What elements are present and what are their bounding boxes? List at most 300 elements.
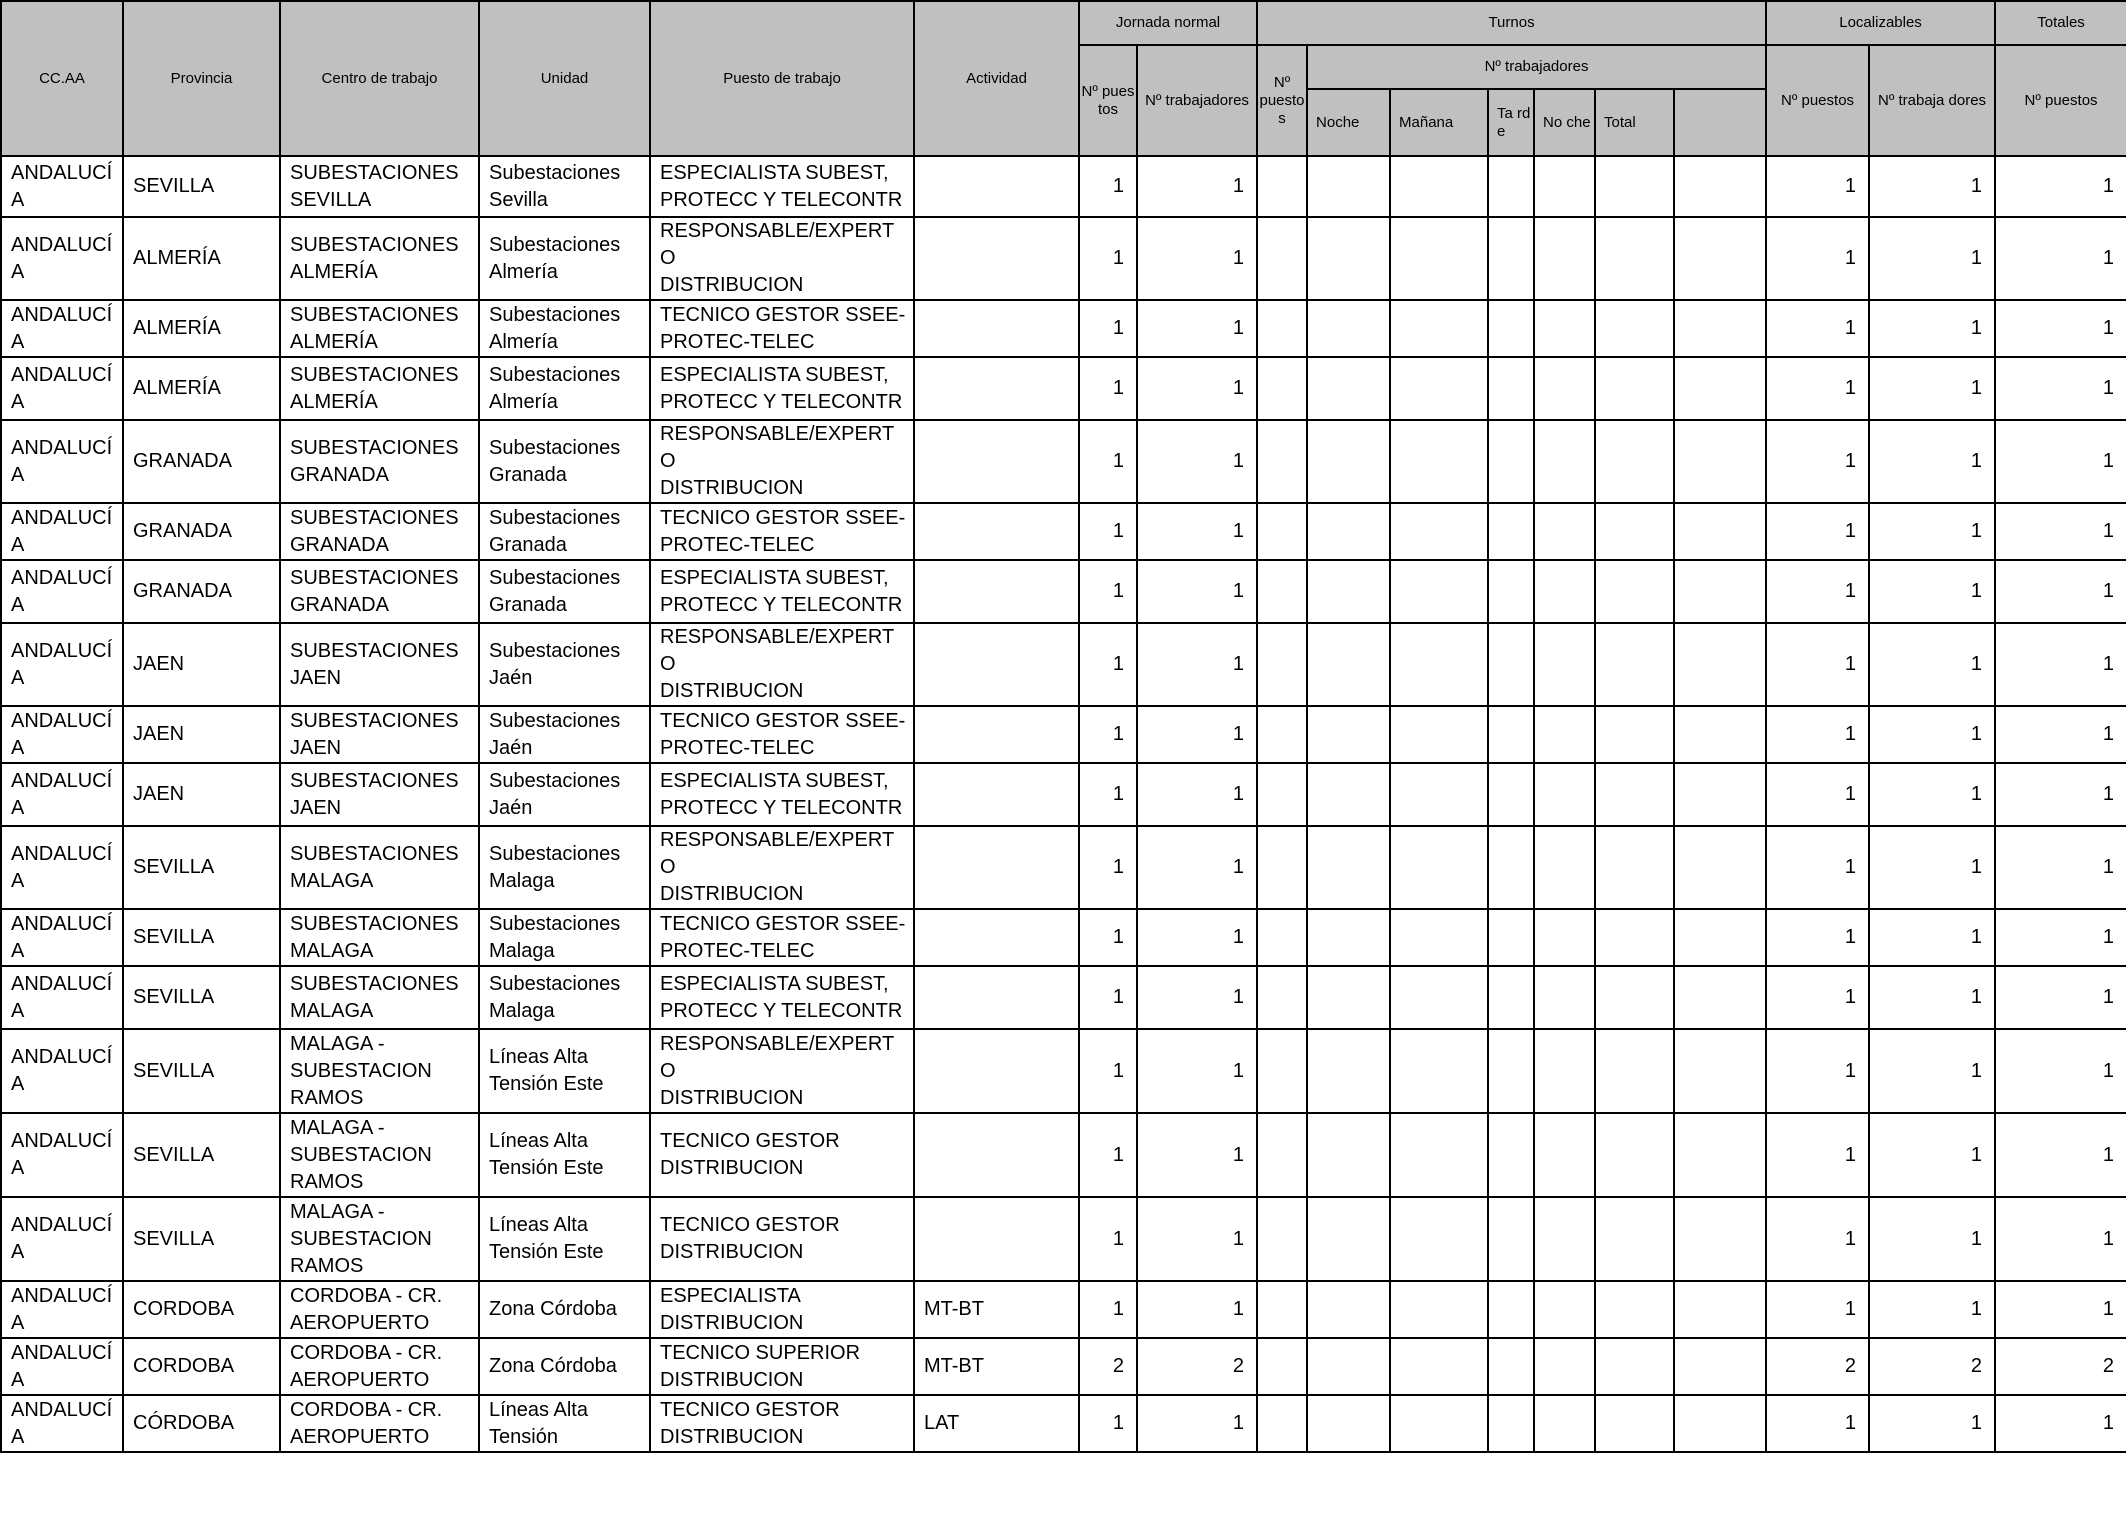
cell-jn-trabajadores: 1 (1137, 156, 1257, 217)
cell-puesto-line: TECNICO GESTOR SSEE- (660, 506, 906, 529)
cell-tot-puestos: 1 (1995, 1281, 2126, 1338)
cell-puesto-line: RESPONSABLE/EXPERTO (660, 423, 895, 472)
cell-centro-line: MALAGA (290, 869, 374, 892)
cell-ccaa-line: A (11, 939, 25, 962)
cell-unidad-line: Jaén (489, 796, 533, 819)
cell-turnos-puestos (1257, 1338, 1307, 1395)
cell-tot-puestos: 1 (1995, 763, 2126, 826)
cell-centro-line: SUBESTACIONES (290, 912, 459, 935)
cell-tot-puestos: 1 (1995, 420, 2126, 503)
cell-loc-trabajadores: 1 (1869, 623, 1995, 706)
cell-manana (1390, 1395, 1488, 1452)
cell-turnos-extra (1674, 966, 1766, 1029)
cell-loc-trabajadores: 2 (1869, 1338, 1995, 1395)
cell-loc-puestos: 1 (1766, 357, 1869, 420)
table-row (1, 503, 2126, 560)
cell-tot-puestos: 1 (1995, 1395, 2126, 1452)
cell-manana (1390, 300, 1488, 357)
cell-centro (280, 706, 479, 763)
cell-centro (280, 966, 479, 1029)
cell-centro (280, 503, 479, 560)
cell-puesto-line: TECNICO SUPERIOR (660, 1341, 861, 1364)
cell-unidad-line: Almería (489, 260, 558, 283)
cell-ccaa (1, 357, 123, 420)
cell-jn-puestos: 2 (1079, 1338, 1137, 1395)
cell-turnos-extra (1674, 1395, 1766, 1452)
cell-actividad (914, 300, 1079, 357)
cell-ccaa (1, 1338, 123, 1395)
table-row (1, 706, 2126, 763)
cell-unidad-line: Malaga (489, 869, 555, 892)
cell-unidad (479, 623, 650, 706)
cell-total (1595, 156, 1674, 217)
cell-puesto-line: PROTECC Y TELECONTR (660, 593, 903, 616)
header-provincia: Provincia (123, 1, 280, 156)
table-body (1, 156, 2126, 1452)
cell-jn-trabajadores: 1 (1137, 300, 1257, 357)
cell-ccaa-line: A (11, 1425, 25, 1448)
cell-unidad-line: Sevilla (489, 188, 548, 211)
cell-turnos-puestos (1257, 1281, 1307, 1338)
cell-centro-line: MALAGA - (290, 1200, 385, 1223)
cell-tarde (1488, 706, 1534, 763)
header-turnos-spacer (1674, 89, 1766, 156)
cell-turnos-puestos (1257, 623, 1307, 706)
cell-puesto-line: DISTRIBUCION (660, 1241, 804, 1263)
cell-ccaa-line: ANDALUCÍ (11, 912, 113, 935)
cell-manana (1390, 1281, 1488, 1338)
cell-ccaa (1, 1113, 123, 1197)
cell-unidad-line: Líneas Alta (489, 1398, 588, 1421)
cell-ccaa (1, 909, 123, 966)
cell-total (1595, 300, 1674, 357)
cell-provincia: GRANADA (123, 560, 280, 623)
cell-ccaa (1, 706, 123, 763)
cell-unidad-line: Subestaciones (489, 303, 621, 326)
cell-actividad (914, 503, 1079, 560)
cell-puesto-line: TECNICO GESTOR (660, 1130, 840, 1152)
cell-ccaa-line: A (11, 260, 25, 283)
cell-unidad-line: Zona Córdoba (489, 1298, 617, 1320)
cell-jn-puestos: 1 (1079, 1029, 1137, 1113)
cell-loc-puestos: 1 (1766, 420, 1869, 503)
cell-jn-puestos: 1 (1079, 300, 1137, 357)
header-noche-2: No che (1534, 89, 1595, 156)
cell-provincia: JAEN (123, 623, 280, 706)
cell-jn-puestos: 1 (1079, 623, 1137, 706)
cell-tot-puestos: 1 (1995, 300, 2126, 357)
cell-unidad (479, 966, 650, 1029)
table-row (1, 217, 2126, 300)
cell-jn-trabajadores: 1 (1137, 560, 1257, 623)
cell-jn-trabajadores: 1 (1137, 1197, 1257, 1281)
cell-turnos-extra (1674, 706, 1766, 763)
cell-jn-puestos: 1 (1079, 217, 1137, 300)
cell-noche-2 (1534, 1113, 1595, 1197)
cell-actividad (914, 763, 1079, 826)
cell-actividad (914, 420, 1079, 503)
header-ccaa: CC.AA (1, 1, 123, 156)
cell-loc-puestos: 1 (1766, 217, 1869, 300)
cell-provincia: JAEN (123, 763, 280, 826)
cell-loc-trabajadores: 1 (1869, 300, 1995, 357)
table-row (1, 966, 2126, 1029)
cell-manana (1390, 706, 1488, 763)
cell-noche (1307, 623, 1390, 706)
cell-noche-2 (1534, 1197, 1595, 1281)
cell-puesto-line: TECNICO GESTOR SSEE- (660, 912, 906, 935)
cell-unidad-line: Subestaciones (489, 972, 621, 995)
cell-puesto (650, 826, 914, 909)
cell-jn-trabajadores: 1 (1137, 1029, 1257, 1113)
cell-puesto-line: RESPONSABLE/EXPERTO (660, 829, 895, 878)
cell-ccaa-line: ANDALUCÍ (11, 436, 113, 459)
cell-noche (1307, 1113, 1390, 1197)
cell-turnos-puestos (1257, 560, 1307, 623)
cell-unidad-line: Malaga (489, 999, 555, 1022)
cell-ccaa-line: ANDALUCÍ (11, 842, 113, 865)
cell-noche-2 (1534, 1029, 1595, 1113)
cell-tarde (1488, 763, 1534, 826)
cell-turnos-extra (1674, 357, 1766, 420)
cell-centro-line: GRANADA (290, 593, 389, 616)
cell-centro-line: SUBESTACIONES (290, 972, 459, 995)
cell-noche-2 (1534, 909, 1595, 966)
cell-noche (1307, 217, 1390, 300)
cell-manana (1390, 420, 1488, 503)
cell-turnos-extra (1674, 300, 1766, 357)
cell-actividad: MT-BT (914, 1338, 1079, 1395)
cell-provincia: SEVILLA (123, 156, 280, 217)
cell-unidad (479, 503, 650, 560)
cell-noche-2 (1534, 420, 1595, 503)
cell-tot-puestos: 1 (1995, 503, 2126, 560)
cell-ccaa (1, 217, 123, 300)
cell-puesto (650, 1113, 914, 1197)
cell-actividad (914, 1197, 1079, 1281)
cell-jn-puestos: 1 (1079, 826, 1137, 909)
cell-noche-2 (1534, 1395, 1595, 1452)
cell-centro-line: SUBESTACIONES (290, 303, 459, 326)
cell-tarde (1488, 420, 1534, 503)
cell-turnos-puestos (1257, 1029, 1307, 1113)
cell-noche (1307, 560, 1390, 623)
cell-turnos-extra (1674, 1338, 1766, 1395)
cell-jn-trabajadores: 1 (1137, 1281, 1257, 1338)
cell-noche (1307, 966, 1390, 1029)
cell-centro-line: SUBESTACIONES (290, 161, 459, 184)
cell-total (1595, 763, 1674, 826)
cell-provincia: ALMERÍA (123, 357, 280, 420)
cell-loc-puestos: 1 (1766, 909, 1869, 966)
cell-centro (280, 420, 479, 503)
cell-actividad (914, 1113, 1079, 1197)
cell-actividad (914, 623, 1079, 706)
cell-jn-trabajadores: 1 (1137, 909, 1257, 966)
cell-puesto (650, 706, 914, 763)
cell-jn-puestos: 1 (1079, 156, 1137, 217)
cell-puesto (650, 560, 914, 623)
cell-puesto-line: RESPONSABLE/EXPERTO (660, 626, 895, 675)
cell-turnos-puestos (1257, 217, 1307, 300)
cell-noche-2 (1534, 966, 1595, 1029)
cell-unidad-line: Subestaciones (489, 912, 621, 935)
cell-centro-line: RAMOS (290, 1254, 364, 1277)
cell-ccaa-line: A (11, 1241, 25, 1263)
cell-unidad-line: Subestaciones (489, 566, 621, 589)
cell-puesto-line: DISTRIBUCION (660, 883, 804, 905)
cell-ccaa-line: A (11, 1311, 25, 1334)
cell-unidad-line: Subestaciones (489, 639, 621, 662)
cell-loc-puestos: 1 (1766, 1281, 1869, 1338)
table-row (1, 763, 2126, 826)
cell-actividad (914, 966, 1079, 1029)
cell-provincia: ALMERÍA (123, 300, 280, 357)
cell-unidad (479, 1197, 650, 1281)
cell-provincia: SEVILLA (123, 1029, 280, 1113)
cell-tot-puestos: 1 (1995, 217, 2126, 300)
cell-puesto-line: DISTRIBUCION (660, 274, 804, 296)
cell-turnos-puestos (1257, 420, 1307, 503)
cell-ccaa (1, 623, 123, 706)
cell-manana (1390, 357, 1488, 420)
cell-manana (1390, 966, 1488, 1029)
cell-ccaa (1, 420, 123, 503)
header-jn-trabajadores: Nº trabajadores (1137, 45, 1257, 156)
cell-centro (280, 909, 479, 966)
cell-centro-line: GRANADA (290, 533, 389, 556)
cell-puesto (650, 156, 914, 217)
cell-tarde (1488, 1281, 1534, 1338)
cell-unidad-line: Líneas Alta (489, 1214, 588, 1236)
cell-jn-trabajadores: 1 (1137, 357, 1257, 420)
cell-unidad-line: Subestaciones (489, 506, 621, 529)
cell-centro (280, 826, 479, 909)
cell-unidad-line: Subestaciones (489, 363, 621, 386)
cell-puesto (650, 300, 914, 357)
cell-unidad (479, 420, 650, 503)
cell-loc-trabajadores: 1 (1869, 909, 1995, 966)
cell-unidad-line: Zona Córdoba (489, 1355, 617, 1377)
cell-provincia: GRANADA (123, 420, 280, 503)
cell-turnos-extra (1674, 420, 1766, 503)
cell-puesto-line: DISTRIBUCION (660, 477, 804, 499)
cell-puesto (650, 909, 914, 966)
table-row (1, 1281, 2126, 1338)
cell-loc-trabajadores: 1 (1869, 706, 1995, 763)
cell-jn-puestos: 1 (1079, 357, 1137, 420)
cell-noche-2 (1534, 217, 1595, 300)
cell-tot-puestos: 1 (1995, 623, 2126, 706)
cell-unidad-line: Granada (489, 593, 567, 616)
cell-puesto-line: PROTEC-TELEC (660, 533, 815, 556)
cell-puesto-line: ESPECIALISTA SUBEST, (660, 363, 889, 386)
cell-centro (280, 623, 479, 706)
header-loc-puestos: Nº puestos (1766, 45, 1869, 156)
cell-unidad-line: Subestaciones (489, 161, 621, 184)
cell-jn-trabajadores: 1 (1137, 1113, 1257, 1197)
cell-jn-trabajadores: 1 (1137, 503, 1257, 560)
cell-ccaa-line: ANDALUCÍ (11, 1341, 113, 1364)
header-turnos: Turnos (1257, 1, 1766, 45)
cell-turnos-extra (1674, 1113, 1766, 1197)
cell-unidad-line: Jaén (489, 736, 533, 759)
cell-tarde (1488, 623, 1534, 706)
table-row (1, 826, 2126, 909)
cell-centro-line: ALMERÍA (290, 390, 378, 413)
cell-unidad-line: Granada (489, 533, 567, 556)
cell-noche (1307, 1395, 1390, 1452)
cell-jn-puestos: 1 (1079, 763, 1137, 826)
table-row (1, 1197, 2126, 1281)
cell-ccaa-line: ANDALUCÍ (11, 639, 113, 662)
cell-puesto-line: DISTRIBUCION (660, 1311, 804, 1334)
cell-noche-2 (1534, 826, 1595, 909)
cell-loc-puestos: 1 (1766, 763, 1869, 826)
cell-puesto-line: ESPECIALISTA SUBEST, (660, 972, 889, 995)
cell-manana (1390, 763, 1488, 826)
cell-turnos-extra (1674, 1197, 1766, 1281)
cell-tot-puestos: 1 (1995, 1113, 2126, 1197)
cell-unidad-line: Tensión Este (489, 1241, 604, 1263)
cell-manana (1390, 1029, 1488, 1113)
cell-jn-puestos: 1 (1079, 420, 1137, 503)
cell-puesto-line: RESPONSABLE/EXPERTO (660, 220, 895, 269)
cell-total (1595, 1113, 1674, 1197)
header-manana: Mañana (1390, 89, 1488, 156)
cell-ccaa (1, 966, 123, 1029)
cell-turnos-puestos (1257, 1113, 1307, 1197)
cell-centro (280, 217, 479, 300)
header-tarde: Ta rd e (1488, 89, 1534, 156)
cell-loc-trabajadores: 1 (1869, 217, 1995, 300)
cell-total (1595, 1395, 1674, 1452)
cell-loc-trabajadores: 1 (1869, 420, 1995, 503)
cell-loc-trabajadores: 1 (1869, 1113, 1995, 1197)
cell-centro-line: JAEN (290, 666, 342, 689)
cell-centro (280, 763, 479, 826)
cell-puesto-line: PROTECC Y TELECONTR (660, 390, 903, 413)
cell-tot-puestos: 1 (1995, 1029, 2126, 1113)
cell-noche-2 (1534, 156, 1595, 217)
cell-total (1595, 420, 1674, 503)
cell-unidad-line: Tensión (489, 1425, 558, 1448)
cell-jn-trabajadores: 1 (1137, 706, 1257, 763)
cell-total (1595, 1281, 1674, 1338)
cell-provincia: SEVILLA (123, 966, 280, 1029)
cell-jn-trabajadores: 1 (1137, 217, 1257, 300)
cell-centro-line: SUBESTACIONES (290, 506, 459, 529)
cell-unidad (479, 156, 650, 217)
cell-noche (1307, 503, 1390, 560)
cell-actividad (914, 156, 1079, 217)
header-jn-puestos: Nº pues tos (1079, 45, 1137, 156)
cell-centro-line: CORDOBA - CR. (290, 1284, 443, 1307)
header-puesto: Puesto de trabajo (650, 1, 914, 156)
cell-ccaa-line: ANDALUCÍ (11, 363, 113, 386)
cell-manana (1390, 1197, 1488, 1281)
cell-jn-puestos: 1 (1079, 1113, 1137, 1197)
cell-tarde (1488, 1113, 1534, 1197)
cell-provincia: GRANADA (123, 503, 280, 560)
cell-noche (1307, 300, 1390, 357)
cell-centro (280, 1338, 479, 1395)
cell-loc-trabajadores: 1 (1869, 357, 1995, 420)
cell-puesto-line: ESPECIALISTA SUBEST, (660, 769, 889, 792)
cell-puesto (650, 966, 914, 1029)
table-row (1, 1338, 2126, 1395)
cell-tarde (1488, 156, 1534, 217)
cell-loc-puestos: 1 (1766, 1113, 1869, 1197)
cell-tarde (1488, 217, 1534, 300)
cell-total (1595, 706, 1674, 763)
cell-centro (280, 560, 479, 623)
cell-puesto (650, 1395, 914, 1452)
cell-centro-line: SUBESTACION (290, 1227, 432, 1250)
cell-loc-puestos: 1 (1766, 826, 1869, 909)
cell-unidad (479, 300, 650, 357)
cell-manana (1390, 623, 1488, 706)
cell-loc-puestos: 1 (1766, 156, 1869, 217)
cell-turnos-puestos (1257, 763, 1307, 826)
cell-puesto-line: DISTRIBUCION (660, 1157, 804, 1179)
cell-manana (1390, 503, 1488, 560)
cell-puesto (650, 217, 914, 300)
cell-noche (1307, 909, 1390, 966)
cell-tarde (1488, 300, 1534, 357)
header-totales: Totales (1995, 1, 2126, 45)
cell-ccaa-line: A (11, 593, 25, 616)
cell-actividad (914, 1029, 1079, 1113)
cell-puesto-line: ESPECIALISTA SUBEST, (660, 566, 889, 589)
cell-noche (1307, 1197, 1390, 1281)
cell-provincia: ALMERÍA (123, 217, 280, 300)
cell-turnos-extra (1674, 503, 1766, 560)
cell-unidad-line: Subestaciones (489, 709, 621, 732)
header-loc-trabajadores: Nº trabaja dores (1869, 45, 1995, 156)
cell-centro-line: ALMERÍA (290, 330, 378, 353)
cell-centro-line: MALAGA - (290, 1032, 385, 1055)
cell-centro-line: SUBESTACIONES (290, 842, 459, 865)
cell-ccaa-line: ANDALUCÍ (11, 566, 113, 589)
cell-tot-puestos: 1 (1995, 156, 2126, 217)
header-unidad: Unidad (479, 1, 650, 156)
cell-loc-trabajadores: 1 (1869, 1029, 1995, 1113)
header-jornada-normal: Jornada normal (1079, 1, 1257, 45)
cell-manana (1390, 826, 1488, 909)
header-centro: Centro de trabajo (280, 1, 479, 156)
cell-ccaa-line: A (11, 796, 25, 819)
cell-turnos-puestos (1257, 357, 1307, 420)
cell-total (1595, 966, 1674, 1029)
cell-puesto (650, 420, 914, 503)
cell-puesto (650, 763, 914, 826)
cell-centro-line: SUBESTACIONES (290, 233, 459, 256)
cell-actividad: MT-BT (914, 1281, 1079, 1338)
cell-turnos-extra (1674, 156, 1766, 217)
cell-puesto (650, 503, 914, 560)
cell-puesto-line: DISTRIBUCION (660, 680, 804, 702)
cell-tot-puestos: 1 (1995, 560, 2126, 623)
cell-ccaa (1, 1395, 123, 1452)
cell-puesto (650, 1029, 914, 1113)
cell-tarde (1488, 826, 1534, 909)
cell-jn-puestos: 1 (1079, 1197, 1137, 1281)
cell-jn-puestos: 1 (1079, 560, 1137, 623)
cell-ccaa-line: ANDALUCÍ (11, 1130, 113, 1152)
cell-provincia: SEVILLA (123, 826, 280, 909)
cell-turnos-extra (1674, 560, 1766, 623)
